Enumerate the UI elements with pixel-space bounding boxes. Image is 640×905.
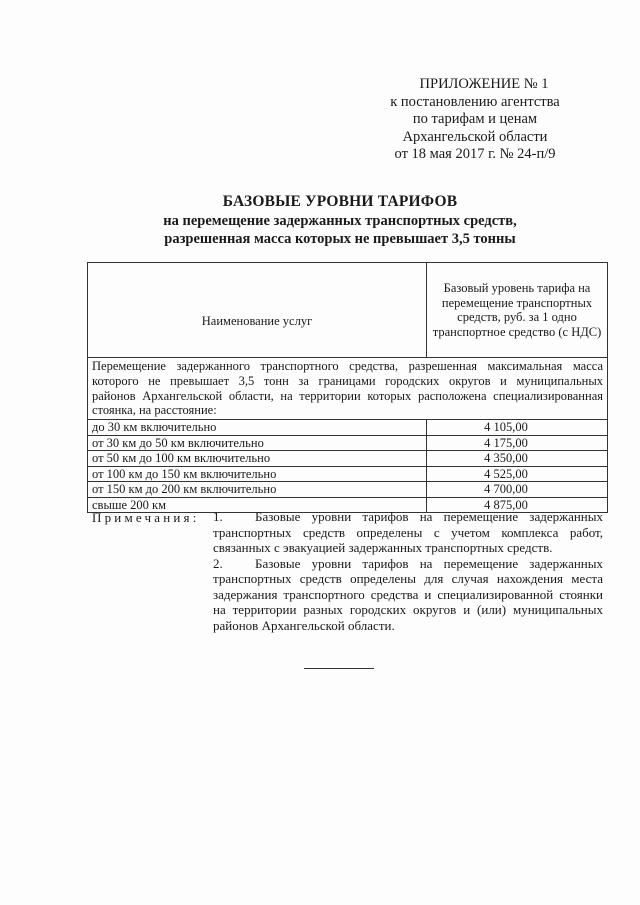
service-description [88, 358, 608, 420]
tariff-cell: 4 525,00 [427, 466, 608, 482]
table-row [88, 466, 608, 482]
distance-cell: от 50 км до 100 км включительно [88, 451, 427, 467]
appendix-ref-line: к постановлению агентства [390, 93, 560, 110]
distance-cell: от 100 км до 150 км включительно [88, 466, 427, 482]
description-line: Перемещение задержанного транспортного средства, разрешенная максимальная масса [92, 359, 603, 373]
note-item [213, 509, 603, 556]
document-title: БАЗОВЫЕ УРОВНИ ТАРИФОВ [222, 193, 458, 210]
tariff-cell: 4 175,00 [427, 435, 608, 451]
table-row [88, 420, 608, 436]
distance-cell: от 30 км до 50 км включительно [88, 435, 427, 451]
tariff-cell: 4 350,00 [427, 451, 608, 467]
tariff-cell: 4 700,00 [427, 482, 608, 498]
table-row [88, 451, 608, 467]
distance-cell: свыше 200 км [88, 497, 427, 513]
tariff-cell: 4 875,00 [427, 497, 608, 513]
description-line: стоянка, на расстояние: [92, 403, 217, 418]
appendix-header [370, 76, 580, 164]
description-line: которого не превышает 3,5 тонн за границами городских округов и муниципальных [92, 373, 603, 388]
document-subtitle: разрешенная масса которых не превышает 3,5 тонны [164, 231, 516, 247]
appendix-ref-line: по тарифам и ценам [412, 111, 538, 127]
header-tariff-value: Базовый уровень тарифа на перемещение транспортных средств, руб. за 1 одно транспортное средство (с НДС) [427, 263, 608, 358]
appendix-number: ПРИЛОЖЕНИЕ № 1 [419, 76, 549, 92]
note-number: 1. [213, 509, 223, 524]
notes-label: Примечания: [92, 510, 200, 525]
note-text: Базовые уровни тарифов на перемещение задержанных транспортных средств определены с учетом комплекса работ, связанных с эвакуацией задержанных транспортных средств. [213, 509, 603, 555]
note-number: 2. [213, 555, 223, 571]
appendix-date: от 18 мая 2017 г. № 24-п/9 [394, 146, 556, 162]
table-header-row [88, 263, 608, 358]
header-service-name: Наименование услуг [88, 263, 427, 358]
tariff-cell: 4 105,00 [427, 420, 608, 436]
document-subtitle: на перемещение задержанных транспортных средств, [163, 213, 517, 229]
table-row [88, 482, 608, 498]
table-row [88, 435, 608, 451]
appendix-ref-line: Архангельской области [402, 128, 548, 145]
notes-list [213, 509, 603, 633]
distance-cell: до 30 км включительно [88, 420, 427, 436]
note-item [213, 556, 603, 634]
distance-cell: от 150 км до 200 км включительно [88, 482, 427, 498]
note-text: Базовые уровни тарифов на перемещение задержанных транспортных средств определены для случая нахождения места задержания транспортного средства и специализированной стоянки на территории разных городских округов и (или) муниципальных районов Архангельской области. [213, 555, 603, 633]
table-description-row [88, 358, 608, 420]
tariff-table [87, 262, 608, 513]
description-line: районов Архангельской области, на территории которых расположена специализированная [92, 388, 603, 403]
end-divider [304, 668, 374, 669]
